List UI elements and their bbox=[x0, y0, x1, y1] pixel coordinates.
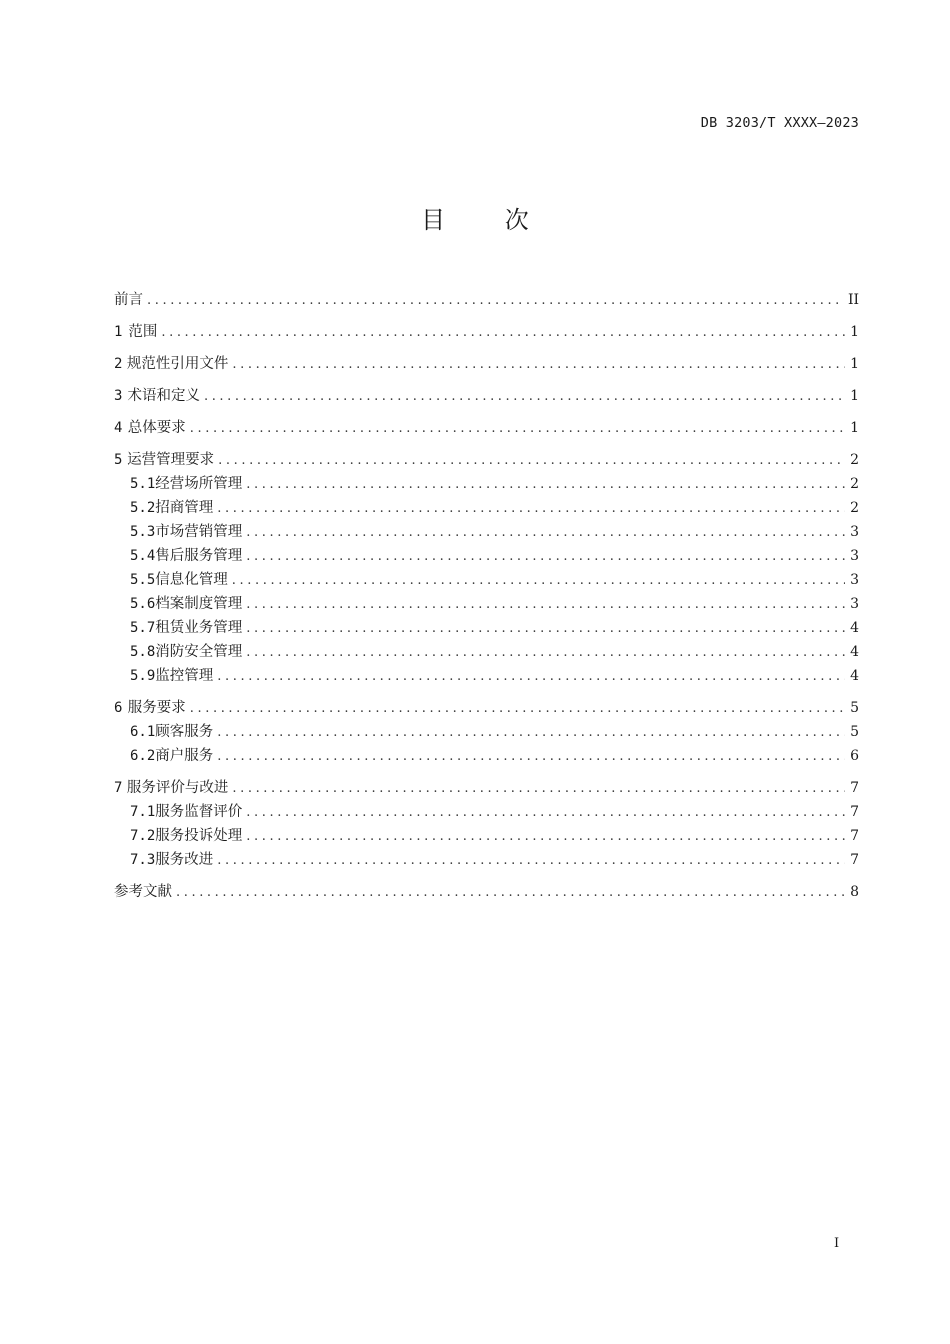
toc-entry-number: 5.1 bbox=[130, 476, 156, 492]
toc-entry[interactable] bbox=[114, 352, 859, 376]
toc-entry-title: 范围 bbox=[128, 324, 158, 340]
toc-leader-dots bbox=[232, 569, 845, 593]
toc-entry[interactable] bbox=[114, 592, 859, 616]
toc-entry-number: 4 bbox=[114, 420, 123, 436]
toc-entry-page: 4 bbox=[850, 644, 859, 660]
toc-entry-page: 7 bbox=[850, 852, 859, 868]
toc-leader-dots bbox=[176, 881, 845, 905]
toc-entry-number: 5.5 bbox=[130, 572, 156, 588]
toc-leader-dots bbox=[204, 385, 845, 409]
toc-entry[interactable] bbox=[114, 664, 859, 688]
toc-entry-title: 商户服务 bbox=[155, 748, 214, 764]
toc-entry-number: 5.6 bbox=[130, 596, 156, 612]
toc-entry-title: 服务改进 bbox=[155, 852, 214, 868]
toc-entry[interactable] bbox=[114, 720, 859, 744]
toc-entry-number: 6.2 bbox=[130, 748, 156, 764]
toc-entry[interactable] bbox=[114, 416, 859, 440]
toc-entry-page: 3 bbox=[850, 548, 859, 564]
toc-leader-dots bbox=[246, 617, 845, 641]
toc-entry-number: 5.7 bbox=[130, 620, 156, 636]
toc-entry[interactable] bbox=[114, 288, 859, 312]
document-code: DB 3203/T XXXX—2023 bbox=[700, 115, 859, 131]
toc-entry[interactable] bbox=[114, 776, 859, 800]
toc-entry[interactable] bbox=[114, 880, 859, 904]
toc-entry-title: 服务投诉处理 bbox=[155, 828, 243, 844]
toc-entry-number: 3 bbox=[114, 388, 123, 404]
toc-leader-dots bbox=[190, 697, 845, 721]
toc-entry-page: 5 bbox=[850, 724, 859, 740]
toc-leader-dots bbox=[147, 289, 844, 313]
toc-entry-page: 2 bbox=[850, 500, 859, 516]
toc-leader-dots bbox=[232, 777, 845, 801]
toc-entry-page: 7 bbox=[850, 828, 859, 844]
toc-entry-title: 前言 bbox=[114, 292, 143, 308]
toc-leader-dots bbox=[217, 497, 845, 521]
toc-leader-dots bbox=[217, 849, 845, 873]
toc-entry-title: 参考文献 bbox=[114, 884, 172, 900]
toc-entry[interactable] bbox=[114, 640, 859, 664]
page-number: I bbox=[834, 1236, 840, 1251]
toc-leader-dots bbox=[246, 545, 845, 569]
toc-entry[interactable] bbox=[114, 544, 859, 568]
toc-entry-title: 租赁业务管理 bbox=[155, 620, 243, 636]
toc-entry-title: 招商管理 bbox=[155, 500, 214, 516]
toc-entry-number: 7.3 bbox=[130, 852, 156, 868]
toc-entry[interactable] bbox=[114, 848, 859, 872]
toc-entry-page: 1 bbox=[850, 388, 859, 404]
toc-entry-page: 2 bbox=[850, 476, 859, 492]
table-of-contents bbox=[114, 288, 859, 904]
toc-entry-number: 5.4 bbox=[130, 548, 156, 564]
toc-entry-title: 消防安全管理 bbox=[155, 644, 243, 660]
toc-entry-number: 7.2 bbox=[130, 828, 156, 844]
toc-entry[interactable] bbox=[114, 744, 859, 768]
toc-leader-dots bbox=[246, 801, 845, 825]
toc-entry-title: 市场营销管理 bbox=[155, 524, 243, 540]
toc-leader-dots bbox=[246, 593, 845, 617]
toc-entry-title: 服务监督评价 bbox=[155, 804, 243, 820]
toc-entry-page: 6 bbox=[850, 748, 859, 764]
toc-leader-dots bbox=[246, 521, 845, 545]
toc-entry-title: 顾客服务 bbox=[155, 724, 214, 740]
toc-entry[interactable] bbox=[114, 800, 859, 824]
toc-entry-number: 5.8 bbox=[130, 644, 156, 660]
toc-entry-page: 3 bbox=[850, 596, 859, 612]
toc-leader-dots bbox=[161, 321, 845, 345]
toc-entry-number: 7.1 bbox=[130, 804, 156, 820]
toc-entry-page: 3 bbox=[850, 572, 859, 588]
toc-entry-page: 4 bbox=[850, 668, 859, 684]
toc-entry-number: 6.1 bbox=[130, 724, 156, 740]
toc-entry-page: 7 bbox=[850, 780, 859, 796]
toc-leader-dots bbox=[246, 825, 845, 849]
toc-leader-dots bbox=[217, 721, 845, 745]
toc-entry-number: 5 bbox=[114, 452, 123, 468]
toc-entry[interactable] bbox=[114, 384, 859, 408]
toc-entry[interactable] bbox=[114, 696, 859, 720]
toc-entry-page: 2 bbox=[850, 452, 859, 468]
toc-entry-number: 6 bbox=[114, 700, 123, 716]
toc-title: 目 次 bbox=[421, 206, 555, 234]
toc-entry-title: 经营场所管理 bbox=[155, 476, 243, 492]
toc-leader-dots bbox=[217, 745, 845, 769]
toc-entry-title: 售后服务管理 bbox=[155, 548, 243, 564]
toc-entry-page: 1 bbox=[850, 324, 859, 340]
toc-entry-number: 2 bbox=[114, 356, 123, 372]
toc-entry-title: 总体要求 bbox=[127, 420, 186, 436]
toc-entry-number: 5.2 bbox=[130, 500, 156, 516]
toc-entry-page: 7 bbox=[850, 804, 859, 820]
toc-entry-page: 8 bbox=[850, 884, 859, 900]
toc-entry-number: 5.3 bbox=[130, 524, 156, 540]
toc-entry[interactable] bbox=[114, 496, 859, 520]
toc-entry-page: 4 bbox=[850, 620, 859, 636]
toc-entry-number: 1 bbox=[114, 324, 123, 340]
toc-entry-page: 1 bbox=[850, 356, 859, 372]
toc-entry-title: 信息化管理 bbox=[155, 572, 228, 588]
toc-entry[interactable] bbox=[114, 568, 859, 592]
toc-entry-title: 规范性引用文件 bbox=[126, 356, 229, 372]
toc-leader-dots bbox=[232, 353, 845, 377]
toc-leader-dots bbox=[246, 473, 845, 497]
toc-entry[interactable] bbox=[114, 824, 859, 848]
toc-leader-dots bbox=[217, 665, 845, 689]
toc-entry-title: 服务要求 bbox=[127, 700, 186, 716]
toc-leader-dots bbox=[190, 417, 845, 441]
toc-entry-page: 5 bbox=[850, 700, 859, 716]
toc-leader-dots bbox=[218, 449, 845, 473]
toc-entry-title: 术语和定义 bbox=[127, 388, 200, 404]
toc-entry-page: II bbox=[847, 292, 859, 308]
toc-entry-title: 档案制度管理 bbox=[155, 596, 243, 612]
toc-entry-title: 运营管理要求 bbox=[127, 452, 215, 468]
toc-leader-dots bbox=[246, 641, 845, 665]
toc-entry[interactable] bbox=[114, 448, 859, 472]
toc-entry-page: 3 bbox=[850, 524, 859, 540]
toc-entry-title: 服务评价与改进 bbox=[126, 780, 229, 796]
toc-entry-number: 5.9 bbox=[130, 668, 156, 684]
toc-entry[interactable] bbox=[114, 616, 859, 640]
toc-entry[interactable] bbox=[114, 520, 859, 544]
toc-entry-page: 1 bbox=[850, 420, 859, 436]
toc-entry-number: 7 bbox=[114, 780, 123, 796]
toc-entry-title: 监控管理 bbox=[155, 668, 214, 684]
toc-entry[interactable] bbox=[114, 320, 859, 344]
toc-entry[interactable] bbox=[114, 472, 859, 496]
